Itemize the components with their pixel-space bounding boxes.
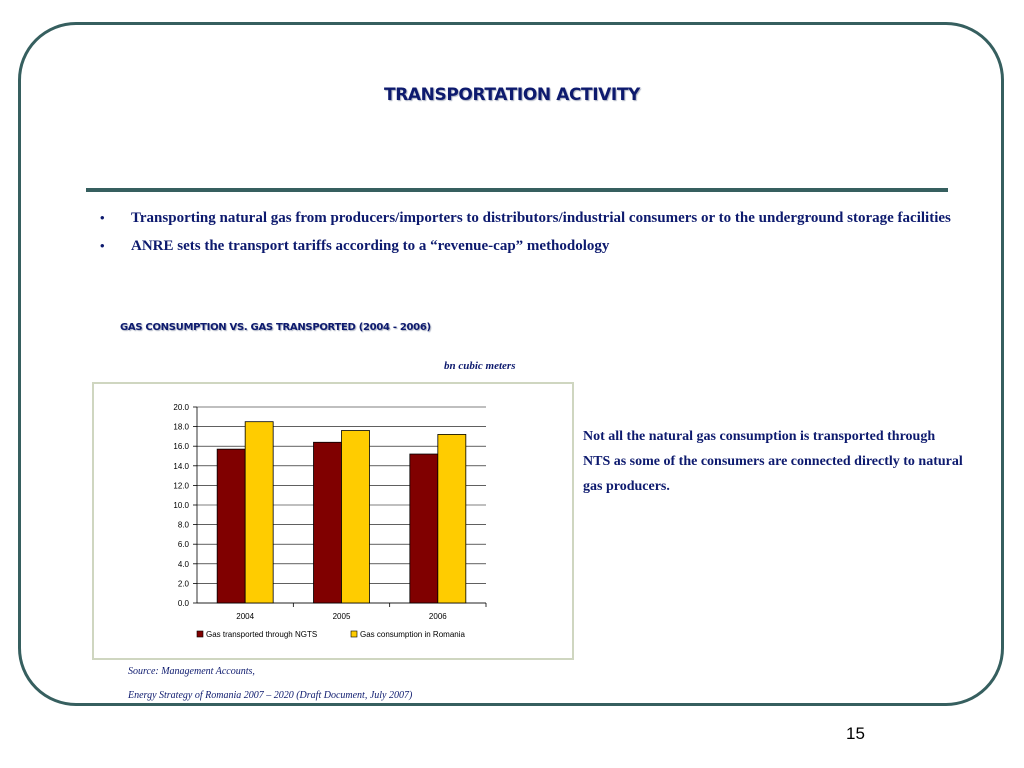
page-number: 15 bbox=[846, 724, 865, 743]
bullet-item bbox=[100, 204, 980, 232]
note-text: Not all the natural gas consumption is transported through NTS as some of the consumers are connected directly to natural gas producers. bbox=[583, 429, 963, 494]
y-tick-label: 0.0 bbox=[177, 599, 189, 608]
x-tick-label: 2006 bbox=[428, 612, 447, 621]
bar bbox=[245, 422, 273, 603]
bullet-item bbox=[100, 232, 980, 260]
bullet-text: Transporting natural gas from producers/importers to distributors/industrial consumers or to the underground storage facilities bbox=[131, 210, 951, 226]
slide-title: TRANSPORTATION ACTIVITY bbox=[384, 85, 640, 105]
y-tick-label: 2.0 bbox=[177, 579, 189, 589]
legend-swatch bbox=[351, 631, 357, 637]
units-label: bn cubic meters bbox=[444, 360, 516, 372]
bar bbox=[314, 442, 342, 603]
bar bbox=[342, 431, 370, 603]
bullet-symbol: • bbox=[100, 210, 105, 225]
y-tick-label: 12.0 bbox=[173, 481, 189, 491]
y-tick-label: 18.0 bbox=[173, 422, 189, 432]
x-tick-label: 2004 bbox=[236, 612, 255, 621]
y-tick-label: 8.0 bbox=[177, 520, 189, 530]
y-tick-label: 4.0 bbox=[177, 559, 189, 569]
y-tick-label: 16.0 bbox=[173, 442, 189, 452]
chart-container bbox=[92, 382, 574, 660]
y-tick-label: 14.0 bbox=[173, 461, 189, 471]
y-tick-label: 10.0 bbox=[173, 501, 189, 510]
title-divider bbox=[86, 188, 948, 192]
chart-heading: GAS CONSUMPTION VS. GAS TRANSPORTED (2004 - 2006) bbox=[120, 322, 431, 333]
y-tick-label: 6.0 bbox=[177, 540, 189, 550]
bar bbox=[410, 454, 438, 603]
bar bbox=[217, 449, 245, 603]
bullet-list bbox=[100, 204, 980, 260]
source-line: Source: Management Accounts, bbox=[128, 666, 255, 677]
bar-chart bbox=[94, 384, 572, 658]
legend-label: Gas consumption in Romania bbox=[360, 630, 465, 639]
legend-swatch bbox=[197, 631, 203, 637]
x-tick-label: 2005 bbox=[332, 612, 351, 621]
bullet-text: ANRE sets the transport tariffs according to a “revenue-cap” methodology bbox=[131, 238, 610, 254]
bar bbox=[438, 434, 466, 603]
source-line: Energy Strategy of Romania 2007 – 2020 (Draft Document, July 2007) bbox=[128, 690, 413, 701]
legend-label: Gas transported through NGTS bbox=[206, 630, 318, 639]
bullet-symbol: • bbox=[100, 238, 105, 253]
y-tick-label: 20.0 bbox=[173, 403, 189, 412]
